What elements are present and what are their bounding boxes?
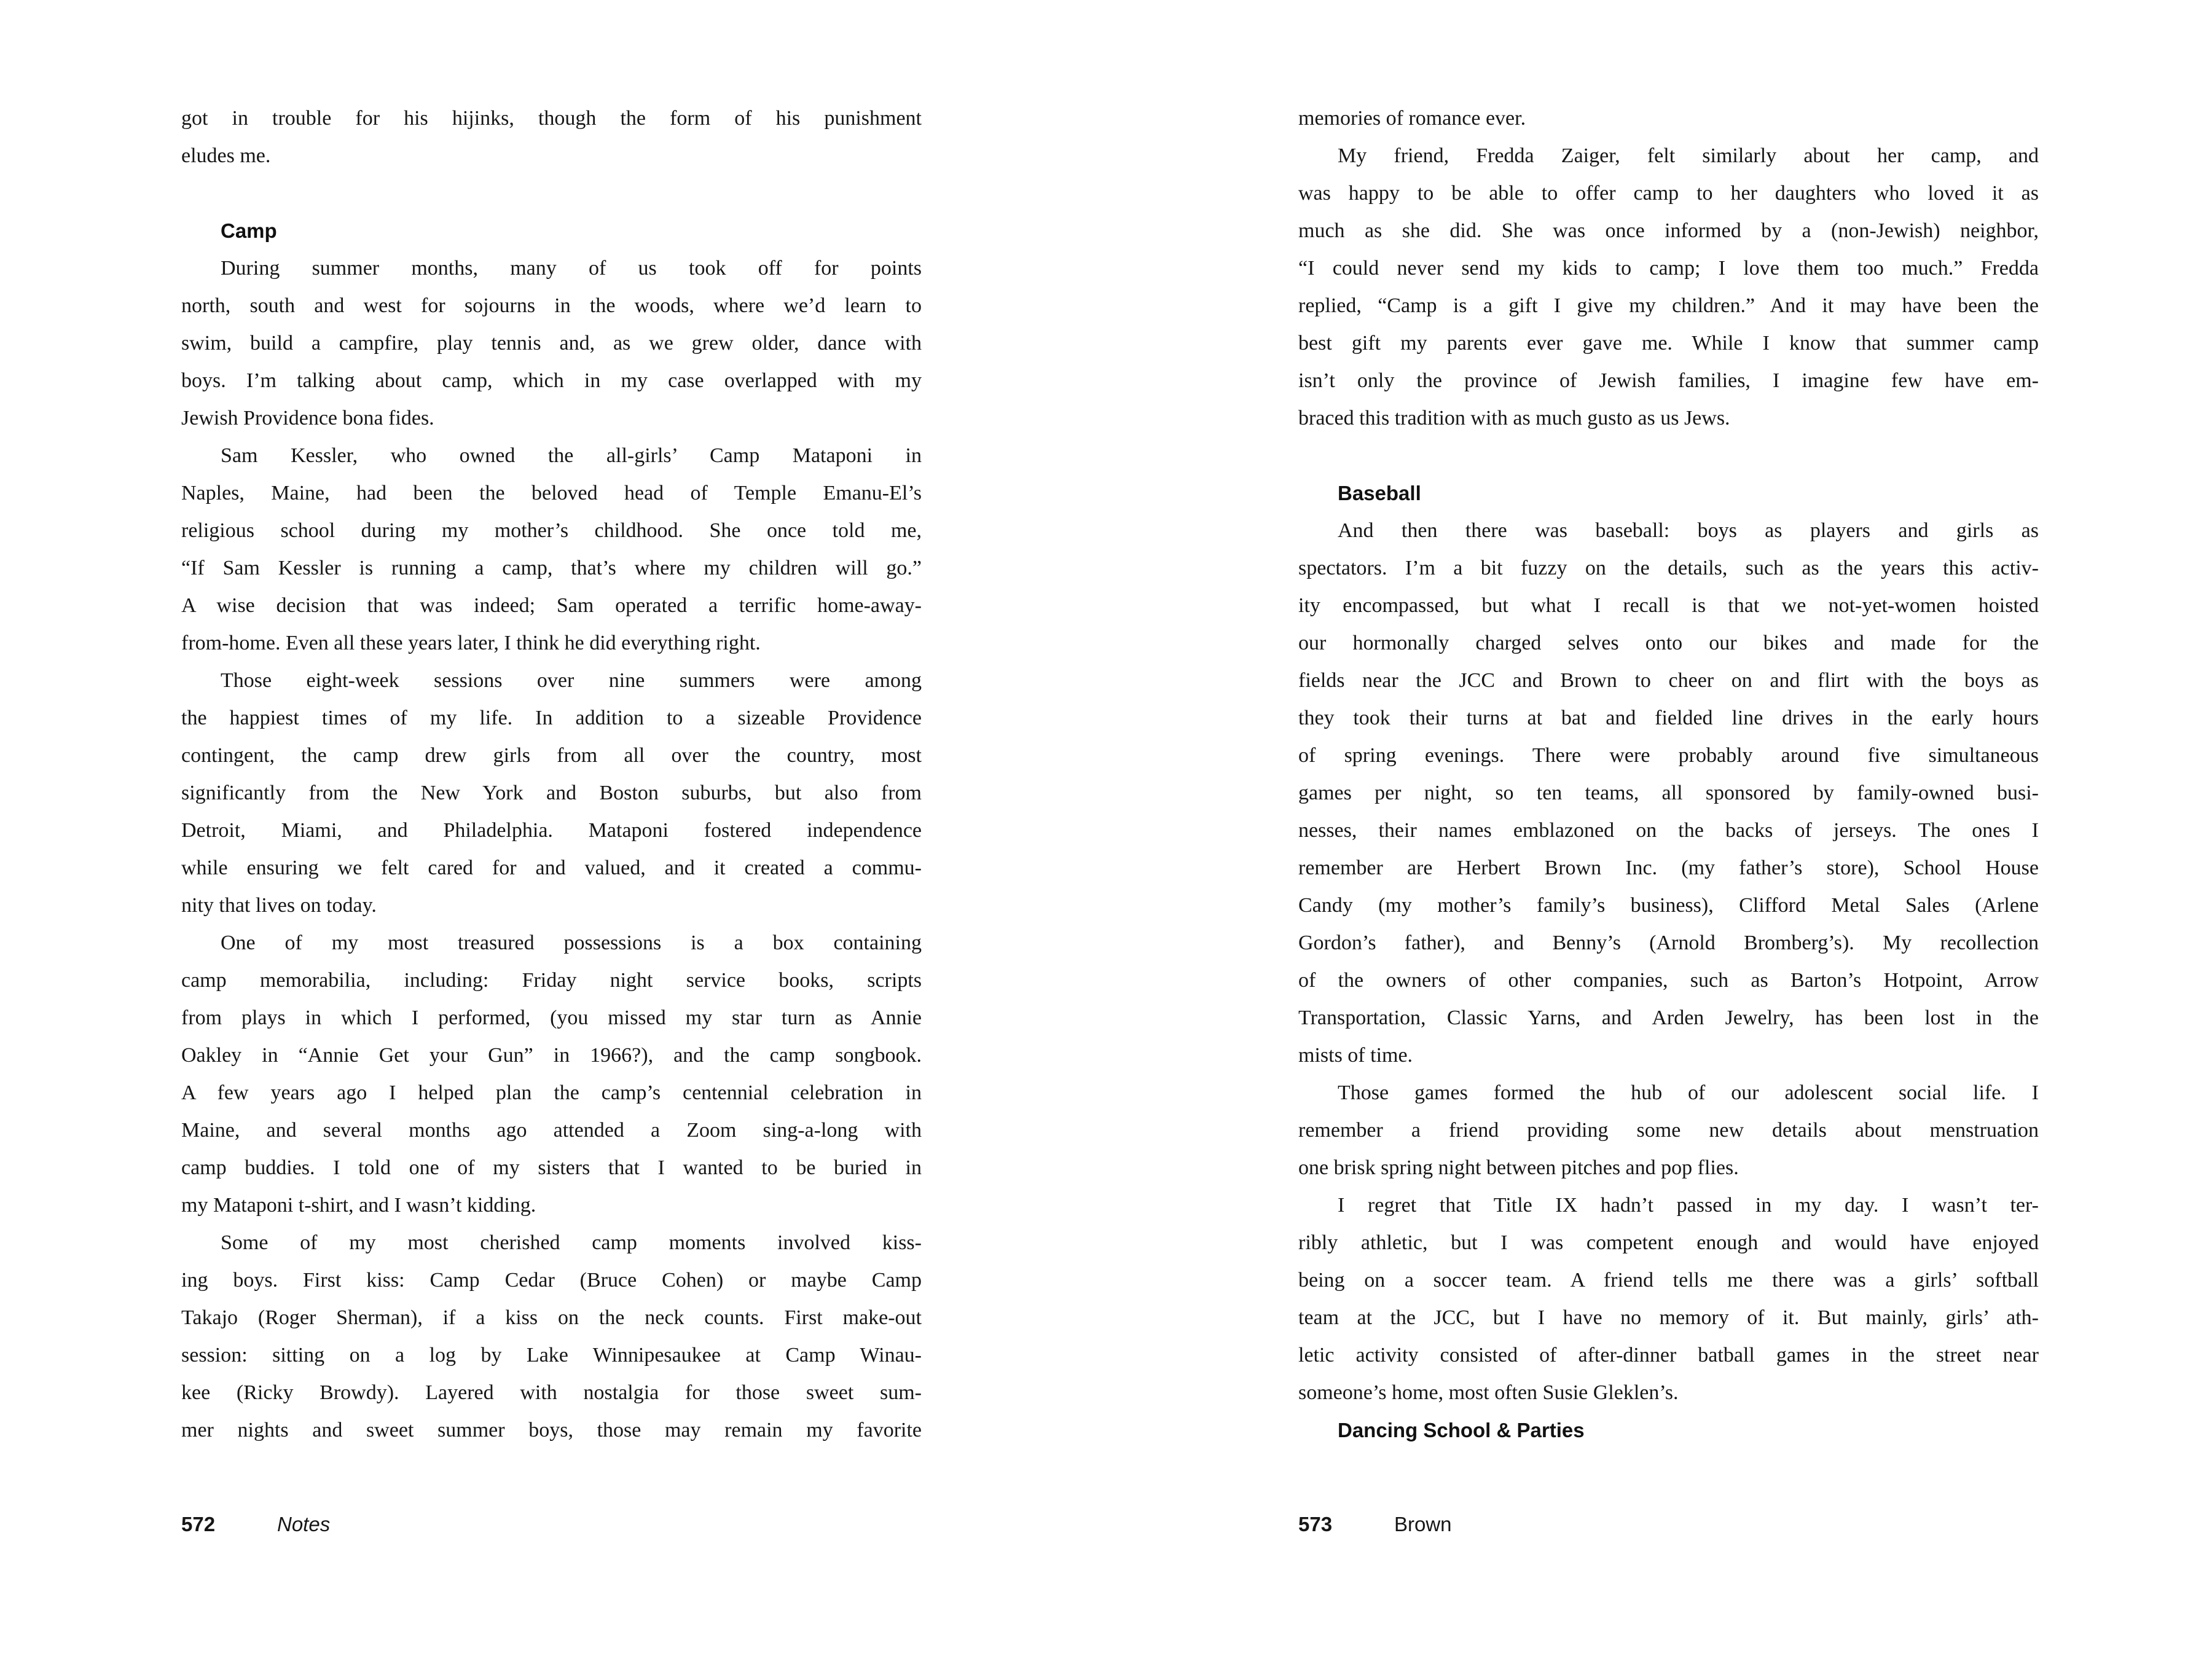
text-line: replied, “Camp is a gift I give my children.” And it may have been the bbox=[1298, 294, 2039, 317]
text-line: My friend, Fredda Zaiger, felt similarly about her camp, and bbox=[1338, 144, 2039, 167]
text-line: Naples, Maine, had been the beloved head of Temple Emanu-El’s bbox=[181, 482, 922, 504]
text-line: games per night, so ten teams, all sponsored by family-owned busi- bbox=[1298, 782, 2039, 804]
text-line: letic activity consisted of after-dinner batball games in the street near bbox=[1298, 1344, 2039, 1367]
text-line: camp buddies. I told one of my sisters that I wanted to be buried in bbox=[181, 1156, 922, 1179]
page-number: 573 bbox=[1298, 1513, 1333, 1535]
text-line: A few years ago I helped plan the camp’s centennial celebration in bbox=[181, 1081, 922, 1104]
text-line: got in trouble for his hijinks, though the form of his punishment bbox=[181, 107, 922, 130]
text-line: ribly athletic, but I was competent enough and would have enjoyed bbox=[1298, 1231, 2039, 1254]
text-line: Candy (my mother’s family’s business), Clifford Metal Sales (Arlene bbox=[1298, 894, 2039, 917]
text-line: And then there was baseball: boys as players and girls as bbox=[1338, 519, 2039, 542]
text-line: Detroit, Miami, and Philadelphia. Mataponi fostered independence bbox=[181, 819, 922, 842]
text-line: During summer months, many of us took off for points bbox=[221, 257, 922, 280]
text-line: kee (Ricky Browdy). Layered with nostalgia for those sweet sum- bbox=[181, 1381, 922, 1404]
text-line: A wise decision that was indeed; Sam operated a terrific home-away- bbox=[181, 594, 922, 617]
page-left-text bbox=[181, 100, 922, 1449]
text-line: I regret that Title IX hadn’t passed in my day. I wasn’t ter- bbox=[1338, 1194, 2039, 1217]
text-line: team at the JCC, but I have no memory of it. But mainly, girls’ ath- bbox=[1298, 1306, 2039, 1329]
text-line: from-home. Even all these years later, I think he did everything right. bbox=[181, 632, 761, 654]
text-line: eludes me. bbox=[181, 144, 271, 167]
text-line: contingent, the camp drew girls from all over the country, most bbox=[181, 744, 922, 767]
text-line: Those games formed the hub of our adolescent social life. I bbox=[1338, 1081, 2039, 1104]
section-heading: Camp bbox=[221, 219, 277, 242]
text-line: Gordon’s father), and Benny’s (Arnold Bromberg’s). My recollection bbox=[1298, 931, 2039, 954]
text-line: Those eight-week sessions over nine summers were among bbox=[221, 669, 922, 692]
text-line: they took their turns at bat and fielded line drives in the early hours bbox=[1298, 707, 2039, 729]
text-line: nity that lives on today. bbox=[181, 894, 377, 917]
text-line: Jewish Providence bona fides. bbox=[181, 407, 434, 429]
text-line: was happy to be able to offer camp to her daughters who loved it as bbox=[1298, 182, 2039, 205]
text-line: braced this tradition with as much gusto as us Jews. bbox=[1298, 407, 1730, 429]
page-right-text bbox=[1298, 100, 2039, 1449]
page-right bbox=[1106, 0, 2212, 1659]
text-line: remember are Herbert Brown Inc. (my father’s store), School House bbox=[1298, 857, 2039, 879]
text-line: swim, build a campfire, play tennis and, as we grew older, dance with bbox=[181, 332, 922, 355]
page-right-footer bbox=[1298, 1505, 1728, 1543]
text-line: our hormonally charged selves onto our bikes and made for the bbox=[1298, 632, 2039, 654]
text-line: from plays in which I performed, (you missed my star turn as Annie bbox=[181, 1006, 922, 1029]
text-line: of spring evenings. There were probably around five simultaneous bbox=[1298, 744, 2039, 767]
text-line: camp memorabilia, including: Friday night service books, scripts bbox=[181, 969, 922, 992]
text-line: Sam Kessler, who owned the all-girls’ Camp Mataponi in bbox=[221, 444, 922, 467]
text-line: religious school during my mother’s childhood. She once told me, bbox=[181, 519, 922, 542]
text-line: spectators. I’m a bit fuzzy on the details, such as the years this activ- bbox=[1298, 557, 2039, 579]
text-line: north, south and west for sojourns in the woods, where we’d learn to bbox=[181, 294, 922, 317]
text-line: “If Sam Kessler is running a camp, that’s where my children will go.” bbox=[181, 557, 922, 579]
text-line: ity encompassed, but what I recall is that we not-yet-women hoisted bbox=[1298, 594, 2039, 617]
text-line: of the owners of other companies, such as Barton’s Hotpoint, Arrow bbox=[1298, 969, 2039, 992]
text-line: being on a soccer team. A friend tells me there was a girls’ softball bbox=[1298, 1269, 2039, 1292]
text-line: boys. I’m talking about camp, which in my case overlapped with my bbox=[181, 369, 922, 392]
text-line: isn’t only the province of Jewish families, I imagine few have em- bbox=[1298, 369, 2039, 392]
text-line: session: sitting on a log by Lake Winnipesaukee at Camp Winau- bbox=[181, 1344, 922, 1367]
text-line: Some of my most cherished camp moments involved kiss- bbox=[221, 1231, 922, 1254]
text-line: nesses, their names emblazoned on the backs of jerseys. The ones I bbox=[1298, 819, 2039, 842]
text-line: Takajo (Roger Sherman), if a kiss on the neck counts. First make-out bbox=[181, 1306, 922, 1329]
text-line: fields near the JCC and Brown to cheer on and flirt with the boys as bbox=[1298, 669, 2039, 692]
text-line: Maine, and several months ago attended a Zoom sing-a-long with bbox=[181, 1119, 922, 1142]
text-line: memories of romance ever. bbox=[1298, 107, 1526, 130]
text-line: mer nights and sweet summer boys, those may remain my favorite bbox=[181, 1419, 922, 1441]
text-line: Transportation, Classic Yarns, and Arden Jewelry, has been lost in the bbox=[1298, 1006, 2039, 1029]
text-line: best gift my parents ever gave me. While I know that summer camp bbox=[1298, 332, 2039, 355]
section-heading: Dancing School & Parties bbox=[1338, 1419, 1585, 1441]
page-number: 572 bbox=[181, 1513, 216, 1535]
text-line: Oakley in “Annie Get your Gun” in 1966?), and the camp songbook. bbox=[181, 1044, 922, 1067]
text-line: someone’s home, most often Susie Gleklen’s. bbox=[1298, 1381, 1679, 1404]
text-line: One of my most treasured possessions is a box containing bbox=[221, 931, 922, 954]
text-line: the happiest times of my life. In addition to a sizeable Providence bbox=[181, 707, 922, 729]
running-head: Notes bbox=[277, 1513, 331, 1535]
text-line: ing boys. First kiss: Camp Cedar (Bruce Cohen) or maybe Camp bbox=[181, 1269, 922, 1292]
text-line: much as she did. She was once informed by a (non-Jewish) neighbor, bbox=[1298, 219, 2039, 242]
text-line: my Mataponi t-shirt, and I wasn’t kidding. bbox=[181, 1194, 536, 1217]
running-head: Brown bbox=[1394, 1513, 1452, 1535]
heading-spacer bbox=[1298, 437, 2039, 474]
section-heading: Baseball bbox=[1338, 482, 1421, 504]
text-line: significantly from the New York and Boston suburbs, but also from bbox=[181, 782, 922, 804]
text-line: while ensuring we felt cared for and valued, and it created a commu- bbox=[181, 857, 922, 879]
text-line: one brisk spring night between pitches and pop flies. bbox=[1298, 1156, 1739, 1179]
heading-spacer bbox=[181, 175, 922, 212]
text-line: “I could never send my kids to camp; I love them too much.” Fredda bbox=[1298, 257, 2039, 280]
text-line: mists of time. bbox=[1298, 1044, 1413, 1067]
page-left-footer bbox=[181, 1505, 611, 1543]
text-line: remember a friend providing some new details about menstruation bbox=[1298, 1119, 2039, 1142]
